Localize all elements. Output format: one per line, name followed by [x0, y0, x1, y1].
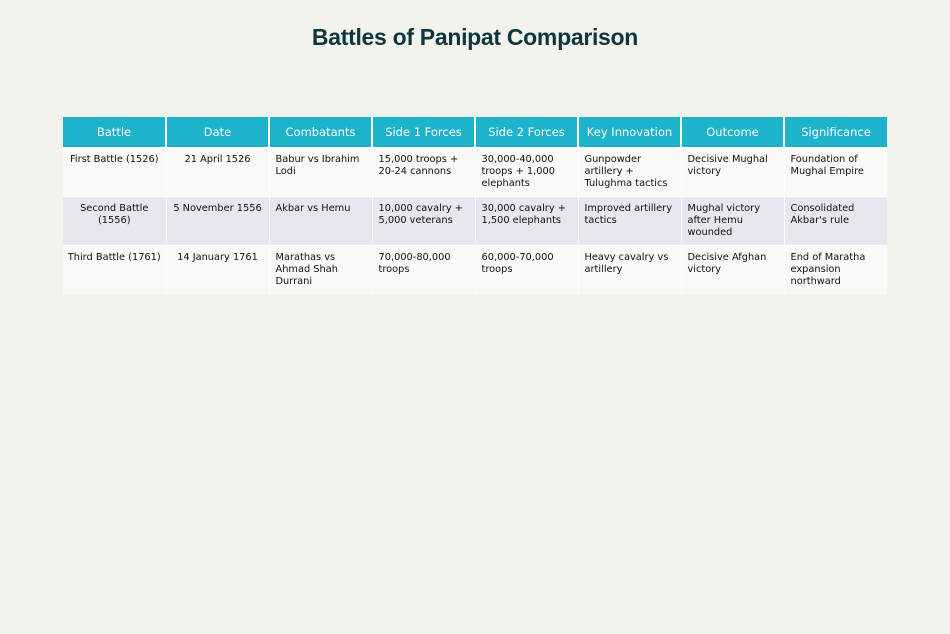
cell-battle: Third Battle (1761)	[63, 245, 166, 294]
cell-date: 14 January 1761	[166, 245, 269, 294]
cell-side2-forces: 30,000 cavalry + 1,500 elephants	[475, 196, 578, 245]
column-header-side2-forces: Side 2 Forces	[475, 117, 578, 147]
table-row	[63, 147, 887, 196]
column-header-significance: Significance	[784, 117, 887, 147]
column-header-side1-forces: Side 1 Forces	[372, 117, 475, 147]
cell-combatants: Marathas vs Ahmad Shah Durrani	[269, 245, 372, 294]
cell-significance: End of Maratha expansion northward	[784, 245, 887, 294]
comparison-table	[63, 117, 887, 294]
cell-combatants: Akbar vs Hemu	[269, 196, 372, 245]
cell-side1-forces: 15,000 troops + 20-24 cannons	[372, 147, 475, 196]
column-header-battle: Battle	[63, 117, 166, 147]
table-row	[63, 196, 887, 245]
cell-battle: Second Battle (1556)	[63, 196, 166, 245]
chart-title: Battles of Panipat Comparison	[311, 24, 639, 50]
column-header-combatants: Combatants	[269, 117, 372, 147]
column-header-date: Date	[166, 117, 269, 147]
cell-side2-forces: 30,000-40,000 troops + 1,000 elephants	[475, 147, 578, 196]
cell-significance: Foundation of Mughal Empire	[784, 147, 887, 196]
cell-combatants: Babur vs Ibrahim Lodi	[269, 147, 372, 196]
cell-side1-forces: 70,000-80,000 troops	[372, 245, 475, 294]
table-header-row	[63, 117, 887, 147]
cell-significance: Consolidated Akbar's rule	[784, 196, 887, 245]
cell-outcome: Decisive Afghan victory	[681, 245, 784, 294]
cell-side1-forces: 10,000 cavalry + 5,000 veterans	[372, 196, 475, 245]
cell-key-innovation: Heavy cavalry vs artillery	[578, 245, 681, 294]
cell-key-innovation: Improved artillery tactics	[578, 196, 681, 245]
table-row	[63, 245, 887, 294]
cell-battle: First Battle (1526)	[63, 147, 166, 196]
column-header-outcome: Outcome	[681, 117, 784, 147]
cell-key-innovation: Gunpowder artillery + Tulughma tactics	[578, 147, 681, 196]
cell-date: 21 April 1526	[166, 147, 269, 196]
cell-outcome: Mughal victory after Hemu wounded	[681, 196, 784, 245]
cell-date: 5 November 1556	[166, 196, 269, 245]
column-header-key-innovation: Key Innovation	[578, 117, 681, 147]
cell-side2-forces: 60,000-70,000 troops	[475, 245, 578, 294]
cell-outcome: Decisive Mughal victory	[681, 147, 784, 196]
